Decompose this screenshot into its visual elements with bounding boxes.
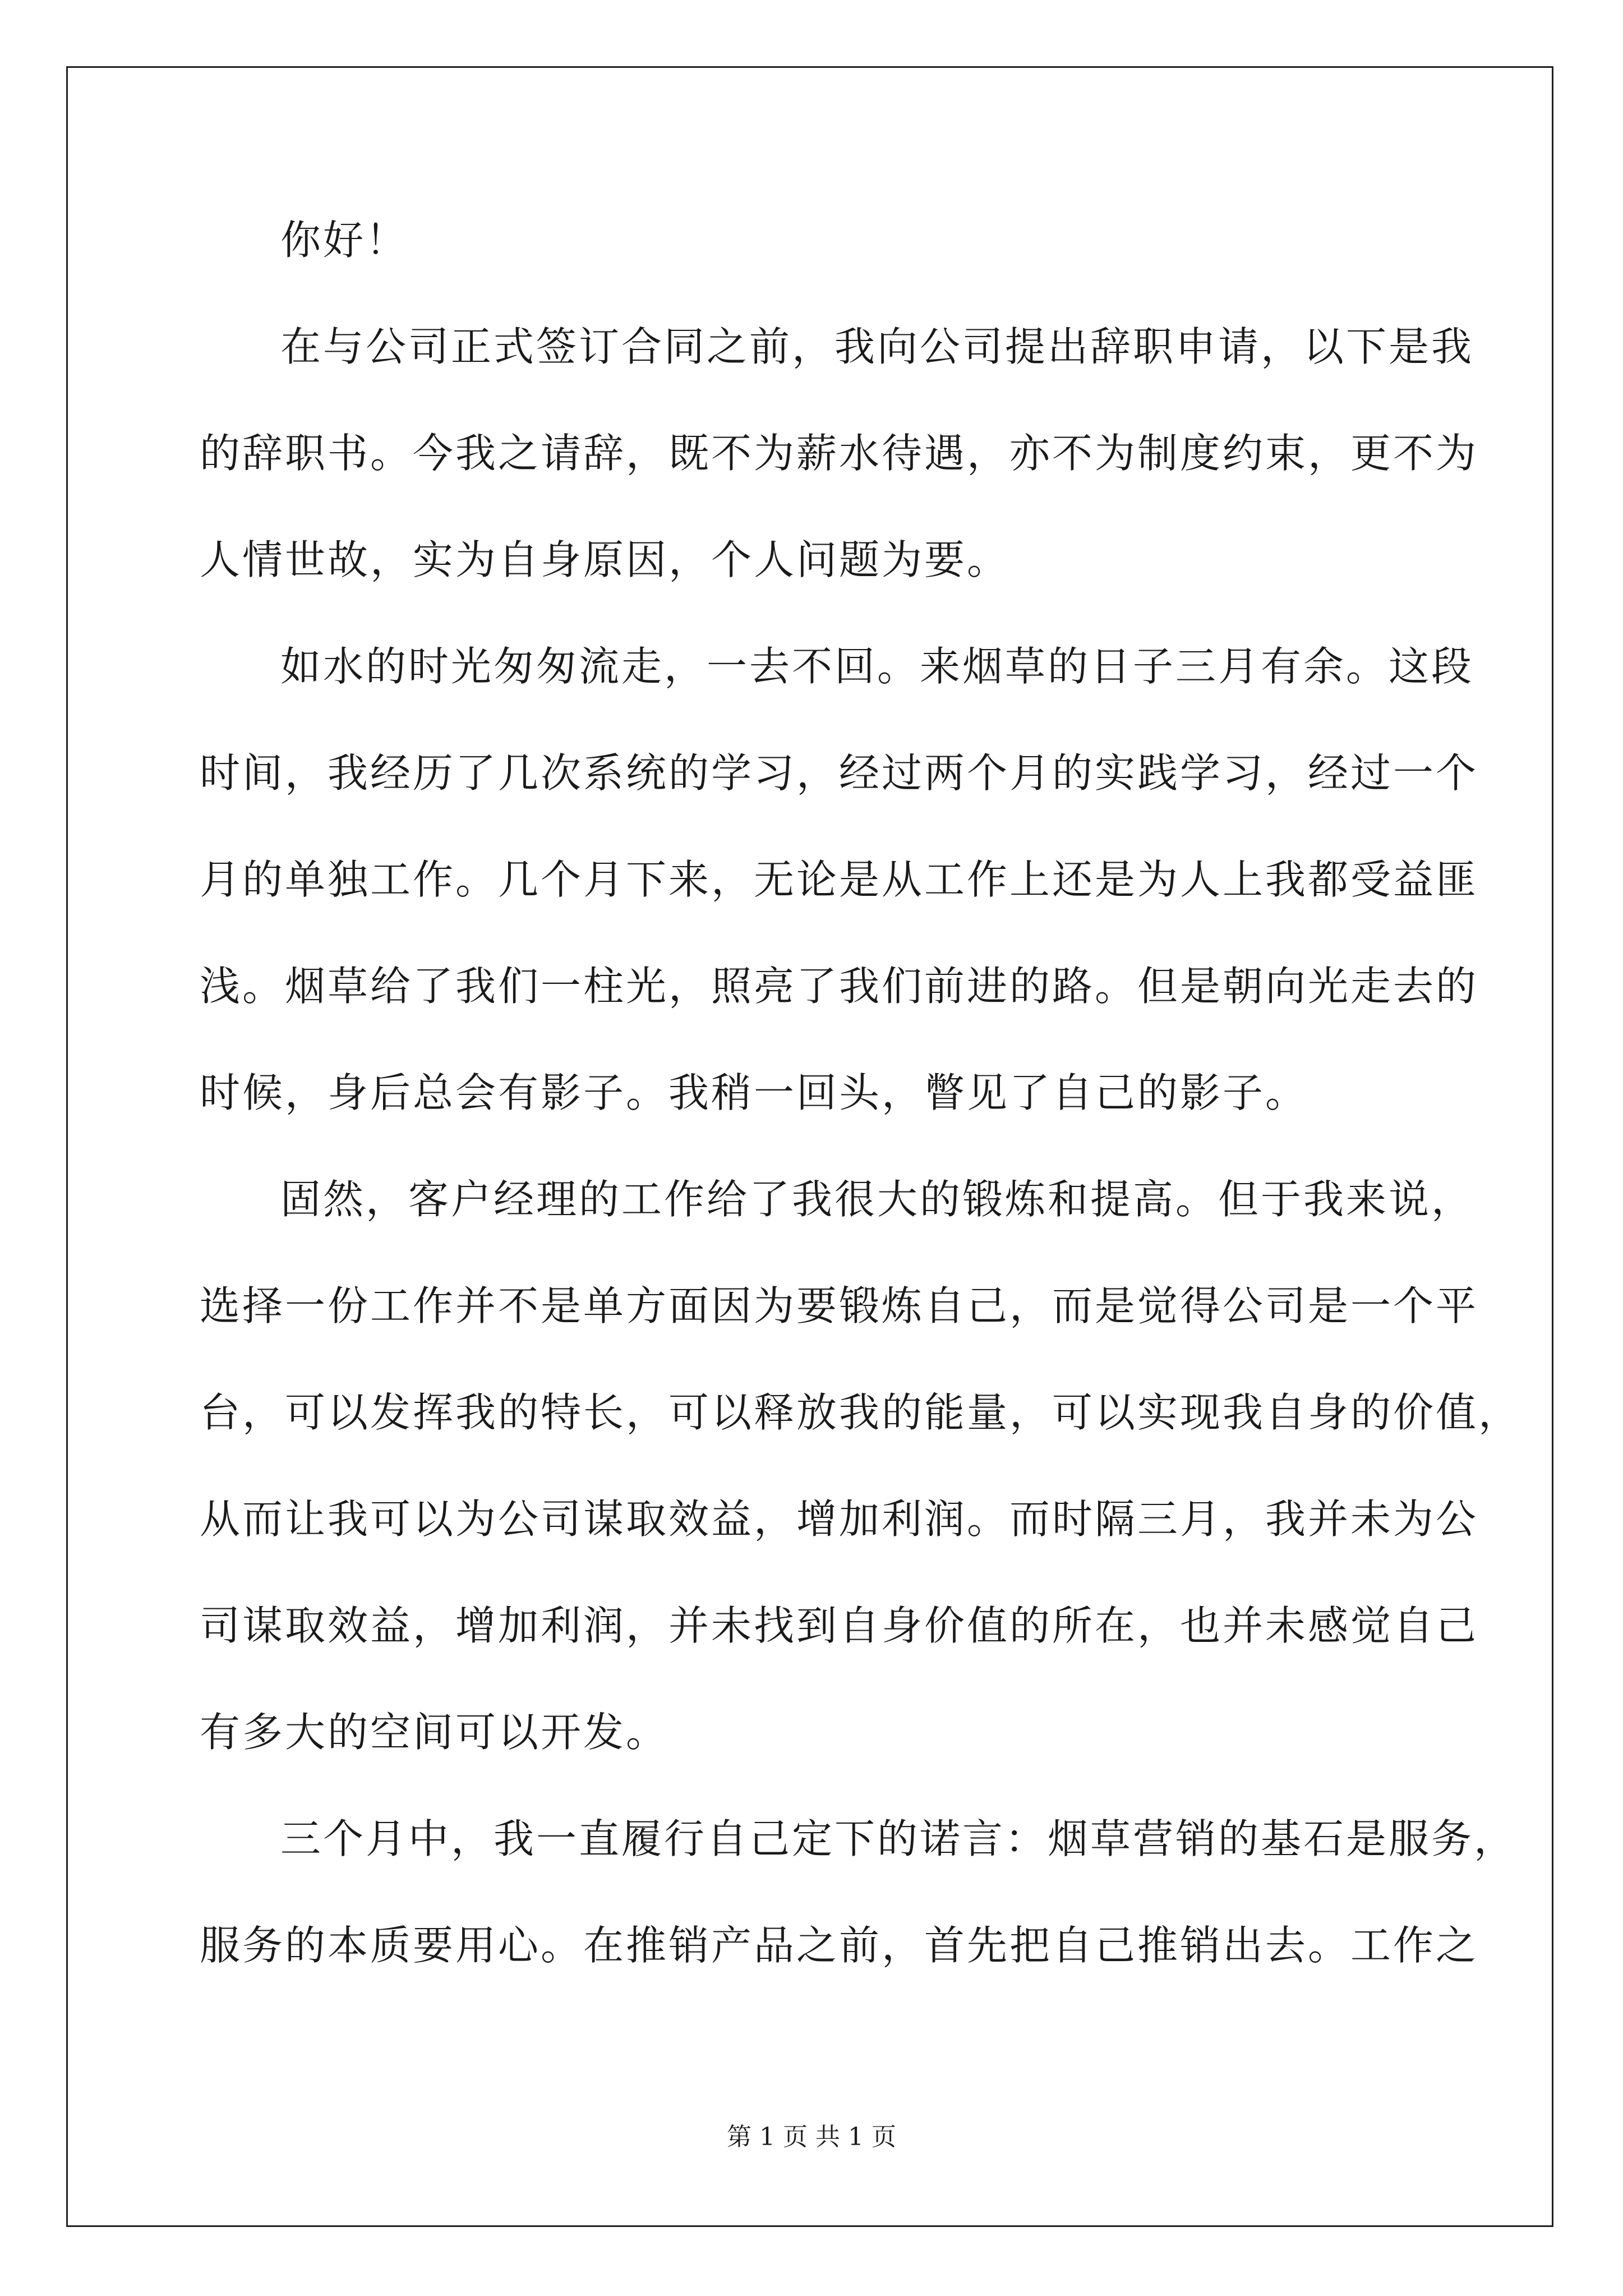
text-line: 如水的时光匆匆流走，一去不回。来烟草的日子三月有余。这段 — [280, 643, 1474, 690]
text-line: 的辞职书。今我之请辞，既不为薪水待遇，亦不为制度约束，更不为 — [200, 430, 1479, 477]
text-line: 台，可以发挥我的特长，可以释放我的能量，可以实现我自身的价值， — [200, 1389, 1521, 1436]
text-line: 有多大的空间可以开发。 — [200, 1709, 669, 1756]
text-line: 司谋取效益，增加利润，并未找到自身价值的所在，也并未感觉自己 — [200, 1602, 1479, 1649]
text-line: 服务的本质要用心。在推销产品之前，首先把自己推销出去。工作之 — [200, 1922, 1479, 1969]
text-line: 在与公司正式签订合同之前，我向公司提出辞职申请，以下是我 — [280, 323, 1474, 370]
text-line: 三个月中，我一直履行自己定下的诺言：烟草营销的基石是服务， — [280, 1815, 1517, 1862]
text-line: 人情世故，实为自身原因，个人问题为要。 — [200, 536, 1010, 583]
page-number: 第 1 页 共 1 页 — [727, 2123, 896, 2151]
text-line: 你好！ — [280, 217, 409, 264]
text-line: 固然，客户经理的工作给了我很大的锻炼和提高。但于我来说， — [280, 1176, 1474, 1223]
text-line: 从而让我可以为公司谋取效益，增加利润。而时隔三月，我并未为公 — [200, 1496, 1479, 1543]
page-border — [66, 66, 1553, 2227]
text-line: 时间，我经历了几次系统的学习，经过两个月的实践学习，经过一个 — [200, 749, 1479, 797]
text-line: 月的单独工作。几个月下来，无论是从工作上还是为人上我都受益匪 — [200, 856, 1479, 903]
text-line: 选择一份工作并不是单方面因为要锻炼自己，而是觉得公司是一个平 — [200, 1282, 1479, 1329]
text-line: 时候，身后总会有影子。我稍一回头，瞥见了自己的影子。 — [200, 1069, 1308, 1116]
text-line: 浅。烟草给了我们一柱光，照亮了我们前进的路。但是朝向光走去的 — [200, 963, 1479, 1010]
